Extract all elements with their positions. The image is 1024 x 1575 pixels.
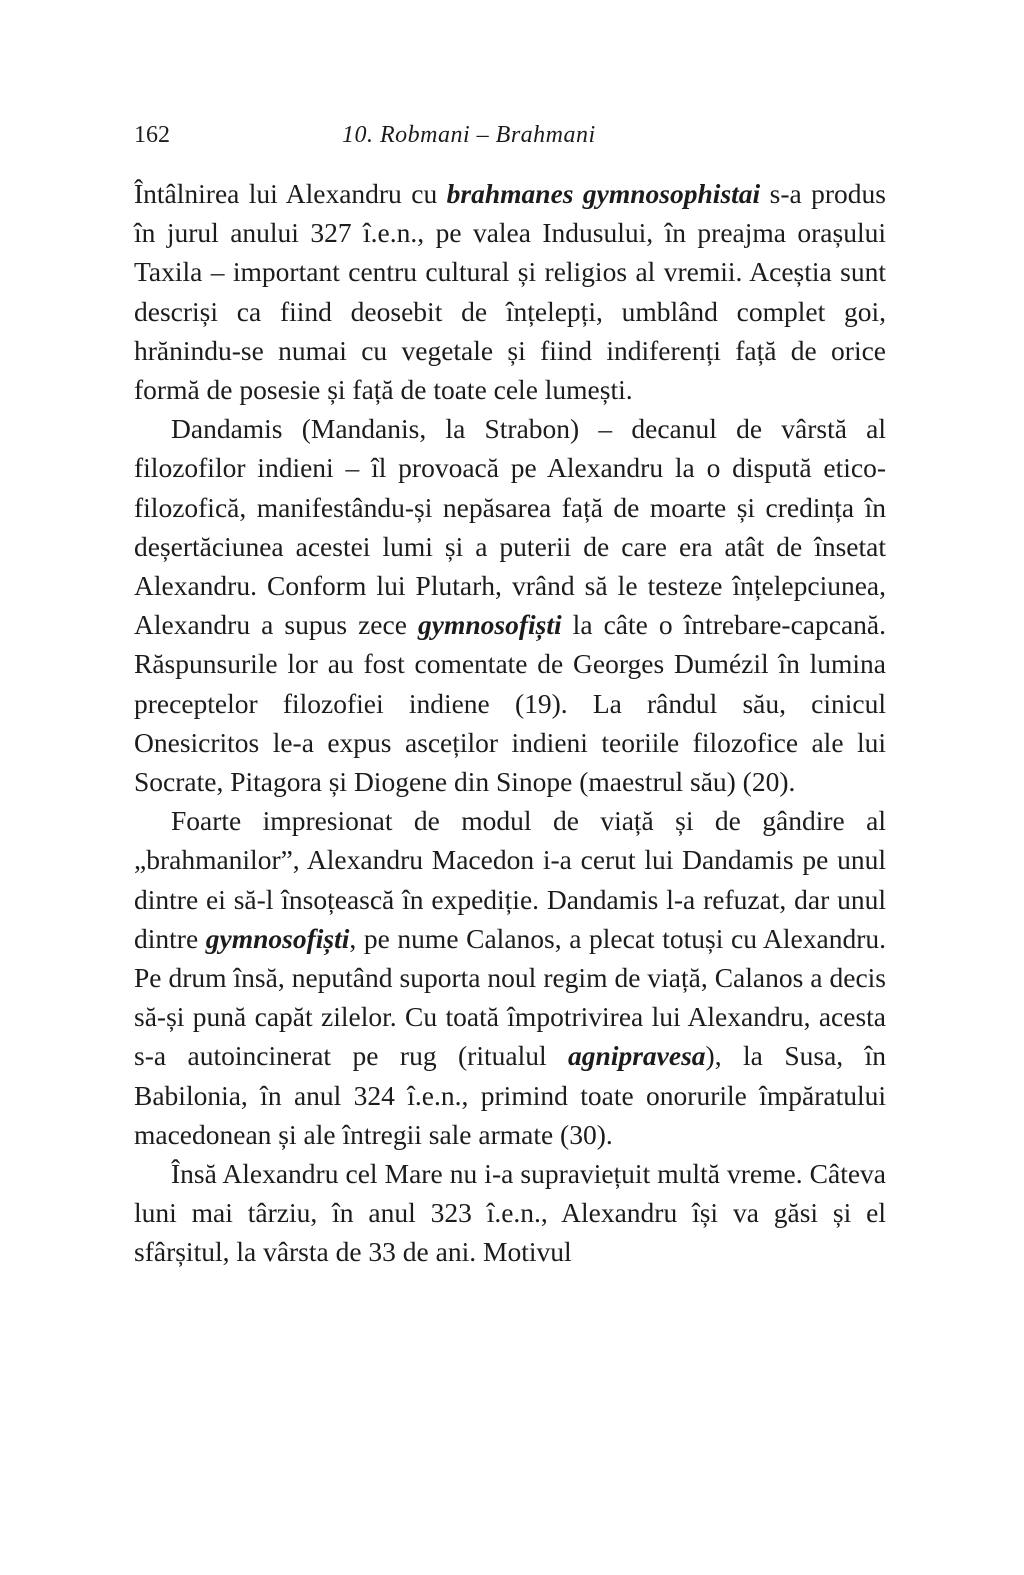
page-header	[134, 118, 886, 152]
text-segment: Foarte impresionat de modul de viață și de gândire al „brahmanilor”, Alexandru Macedon i-a cerut lui Dandamis pe unul dintre ei să-l însoțească în expediție. Dandamis l-a refuzat, dar unul dintre	[134, 805, 886, 954]
italic-term: gymnosofiști	[418, 609, 562, 641]
paragraph	[134, 409, 886, 801]
text-segment: s-a produs în jurul anului 327 î.e.n., pe valea Indusului, în preajma orașului Taxila – important centru cultural și religios al vremii. Aceștia sunt descriși ca fiind deosebit de înțelepți, umblând complet goi, hrănindu-se numai cu vegetale și fiind indiferenți față de orice formă de posesie și față de toate cele lumești.	[134, 178, 886, 406]
text-segment: ), la Susa, în Babilonia, în anul 324 î.e.n., primind toate onorurile împăratului macedonean și ale întregii sale armate (30).	[134, 1040, 886, 1150]
text-segment: Dandamis (Mandanis, la Strabon) – decanul de vârstă al filozofilor indieni – îl provoacă pe Alexandru la o dispută etico-filozofică, manifestându-și nepăsarea față de moarte și credința în deșertăciunea acestei lumi și a puterii de care era atât de însetat Alexandru. Conform lui Plutarh, vrând să le testeze înțelepciunea, Alexandru a supus zece	[134, 413, 886, 641]
page-number: 162	[134, 122, 170, 148]
italic-term: gymnosofiști	[205, 922, 350, 954]
paragraph	[134, 174, 886, 409]
text-segment: Întâlnirea lui Alexandru cu	[134, 178, 447, 209]
running-title: 10. Robmani – Brahmani	[342, 122, 596, 148]
italic-term: agnipravesa	[568, 1040, 706, 1072]
body-text	[134, 174, 886, 1272]
italic-term: brahmanes gymnosophistai	[446, 178, 761, 209]
paragraph	[134, 1154, 886, 1272]
paragraph	[134, 801, 886, 1154]
text-segment: , pe nume Calanos, a plecat totuși cu Alexandru. Pe drum însă, neputând suporta noul regim de viață, Calanos a decis să-și pună capăt zilelor. Cu toată împotrivirea lui Alexandru, acesta s-a autoincinerat pe rug (ritualul	[134, 922, 886, 1072]
text-segment: la câte o întrebare-capcană. Răspunsurile lor au fost comentate de Georges Dumézil în lumina preceptelor filozofiei indiene (19). La rândul său, cinicul Onesicritos le-a expus asceților indieni teoriile filozofice ale lui Socrate, Pitagora și Diogene din Sinope (maestrul său) (20).	[134, 609, 886, 798]
text-segment: Însă Alexandru cel Mare nu i-a supraviețuit multă vreme. Câteva luni mai târziu, în anul 323 î.e.n., Alexandru își va găsi și el sfârșitul, la vârsta de 33 de ani. Motivul	[134, 1158, 886, 1268]
